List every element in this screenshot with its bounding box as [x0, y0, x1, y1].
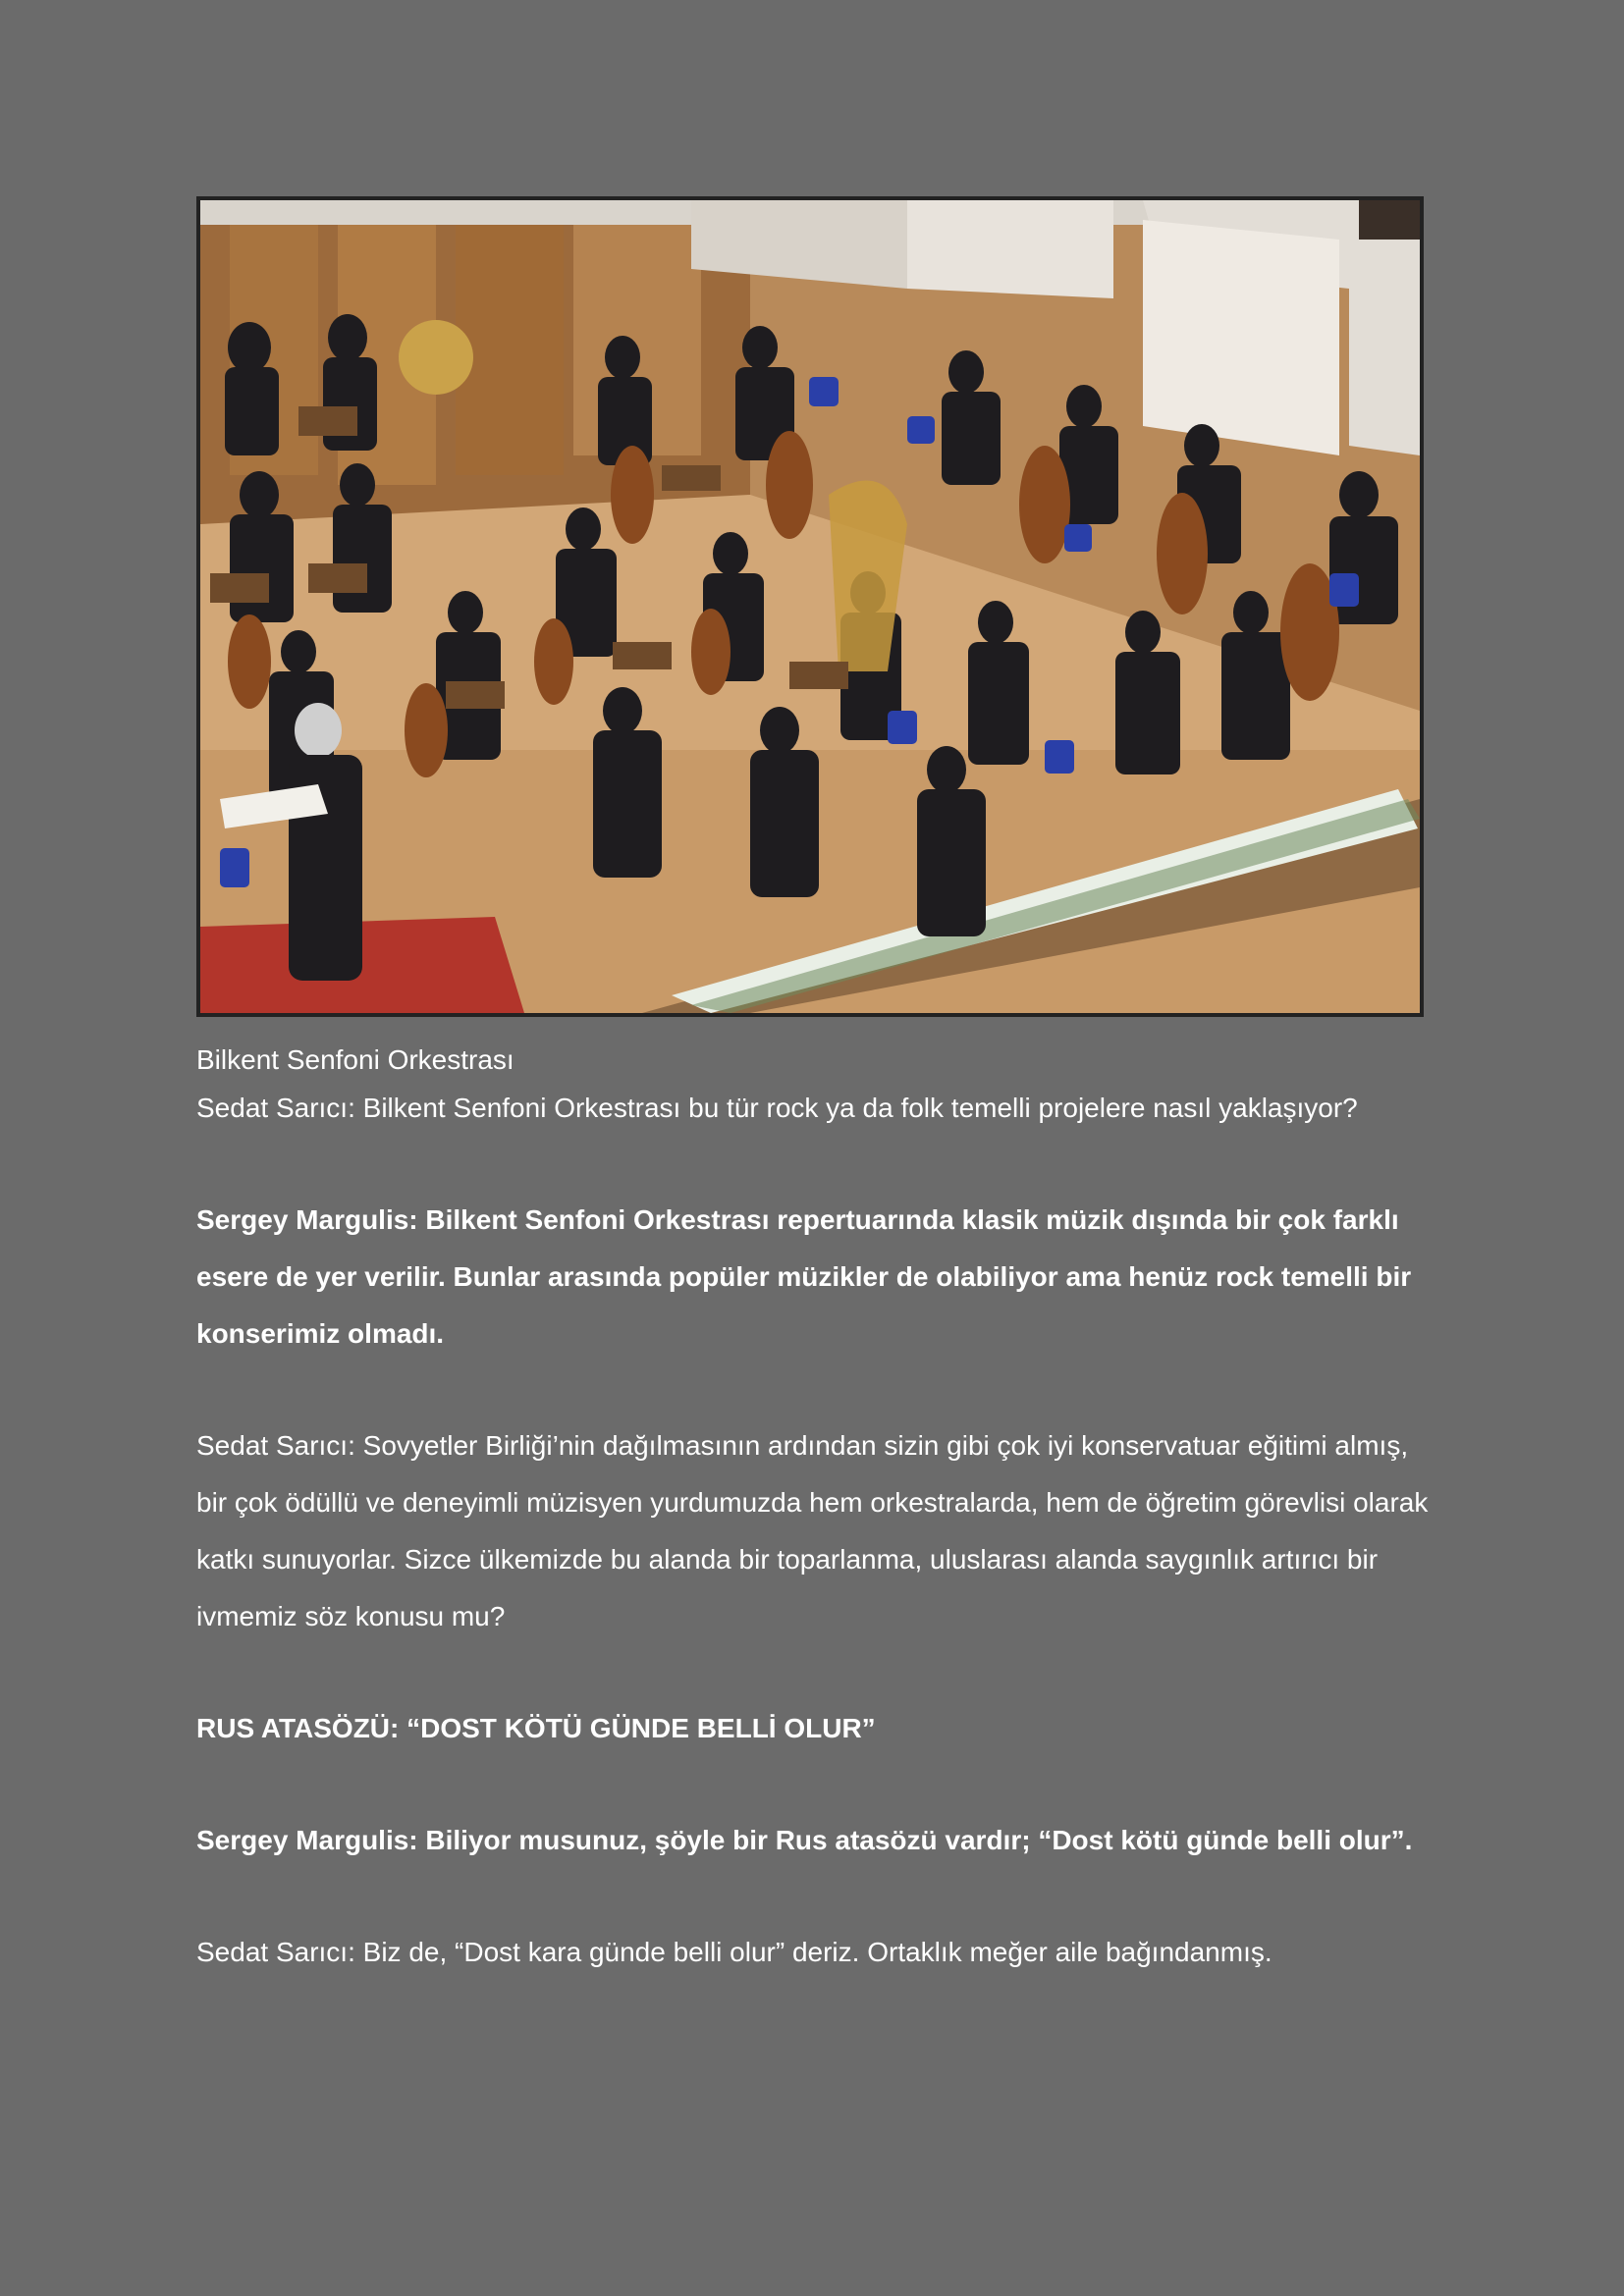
question-rock-folk: Sedat Sarıcı: Bilkent Senfoni Orkestrası bu tür rock ya da folk temelli projelere nasıl yaklaşıyor? [196, 1093, 1358, 1123]
spacer [196, 1362, 1429, 1417]
question-soviet-musicians: Sedat Sarıcı: Sovyetler Birliği’nin dağılmasının ardından sizin gibi çok iyi konservatuar eğitimi almış, bir çok ödüllü ve deneyimli müzisyen yurdumuzda hem orkestralarda, hem de öğretim görevlisi olarak katkı sunuyorlar. Sizce ülkemizde bu alanda bir toparlanma, uluslarası alanda saygınlık artırıcı bir ivmemiz söz konusu mu? [196, 1430, 1429, 1631]
spacer [196, 1869, 1429, 1924]
question-proverb-reply: Sedat Sarıcı: Biz de, “Dost kara günde belli olur” deriz. Ortaklık meğer aile bağındanmış. [196, 1937, 1272, 1967]
answer-proverb: Sergey Margulis: Biliyor musunuz, şöyle bir Rus atasözü vardır; “Dost kötü günde belli olur”. [196, 1825, 1413, 1855]
spacer [196, 1137, 1429, 1192]
answer-repertoire: Sergey Margulis: Bilkent Senfoni Orkestrası repertuarında klasik müzik dışında bir çok farklı esere de yer verilir. Bunlar arasında popüler müzikler de olabiliyor ama henüz rock temelli bir konserimiz olmadı. [196, 1204, 1412, 1349]
section-heading: RUS ATASÖZÜ: “DOST KÖTÜ GÜNDE BELLİ OLUR” [196, 1713, 876, 1743]
document-page [196, 196, 1429, 1981]
spacer [196, 1757, 1429, 1812]
photo-caption: Bilkent Senfoni Orkestrası [196, 1044, 514, 1075]
spacer [196, 1645, 1429, 1700]
orchestra-photo [196, 196, 1424, 1017]
